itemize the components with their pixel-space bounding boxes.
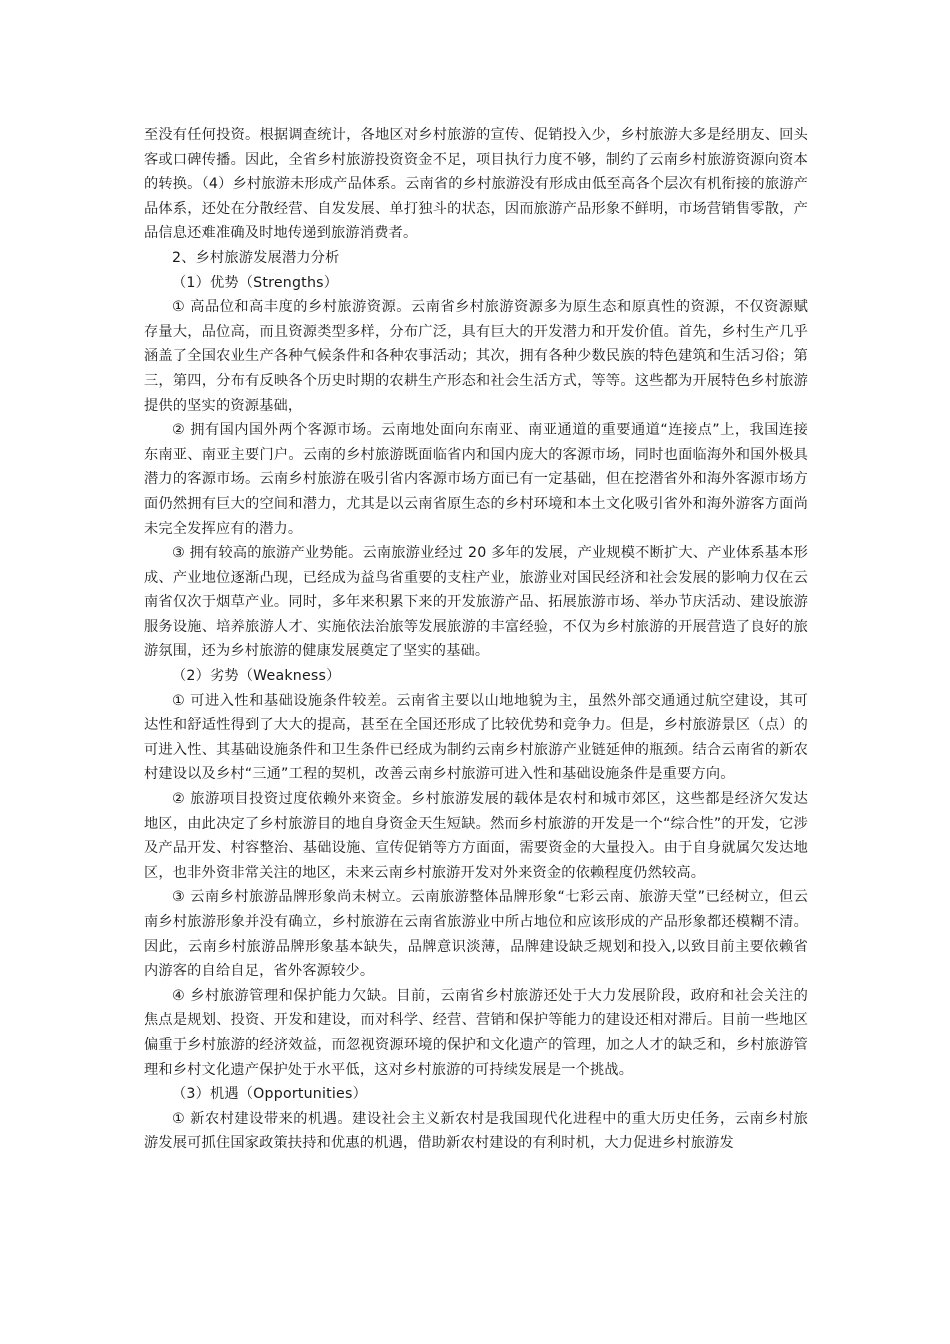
paragraph-opportunity-1: ① 新农村建设带来的机遇。建设社会主义新农村是我国现代化进程中的重大历史任务，云南乡村旅游发展可抓住国家政策扶持和优惠的机遇，借助新农村建设的有利时机，大力促进乡村旅游发 bbox=[144, 1110, 808, 1152]
subheading-opportunities: （3）机遇（Opportunities） bbox=[172, 1086, 367, 1103]
paragraph-strength-3: ③ 拥有较高的旅游产业势能。云南旅游业经过 20 多年的发展，产业规模不断扩大、产业体系基本形成、产业地位逐渐凸现，已经成为益鸟省重要的支柱产业，旅游业对国民经济和社会发展的影响力仅在云南省仅次于烟草产业。同时，多年来积累下来的开发旅游产品、拓展旅游市场、举办节庆活动、建设旅游服务设施、培养旅游人才、实施依法治旅等发展旅游的丰富经验，不仅为乡村旅游的开展营造了良好的旅游氛围，还为乡村旅游的健康发展奠定了坚实的基础。 bbox=[144, 545, 808, 660]
paragraph-weakness-2: ② 旅游项目投资过度依赖外来资金。乡村旅游发展的载体是农村和城市郊区，这些都是经济欠发达地区，由此决定了乡村旅游目的地自身资金天生短缺。然而乡村旅游的开发是一个“综合性”的开发，它涉及产品开发、村容整治、基础设施、宣传促销等方方面面，需要资金的大量投入。由于自身就属欠发达地区，也非外资非常关注的地区，未来云南乡村旅游开发对外来资金的依赖程度仍然较高。 bbox=[144, 791, 808, 881]
paragraph-strength-1: ① 高品位和高丰度的乡村旅游资源。云南省乡村旅游资源多为原生态和原真性的资源，不仅资源赋存量大，品位高，而且资源类型多样，分布广泛，具有巨大的开发潜力和开发价值。首先，乡村生产几乎涵盖了全国农业生产各种气候条件和各种农事活动；其次，拥有各种少数民族的特色建筑和生活习俗；第三，第四，分布有反映各个历史时期的农耕生产形态和社会生活方式，等等。这些都为开展特色乡村旅游提供的坚实的资源基础， bbox=[144, 299, 808, 414]
paragraph-intro-continuation: 至没有任何投资。根据调查统计，各地区对乡村旅游的宣传、促销投入少，乡村旅游大多是经朋友、回头客或口碑传播。因此，全省乡村旅游投资资金不足，项目执行力度不够，制约了云南乡村旅游资源向资本的转换。（4）乡村旅游未形成产品体系。云南省的乡村旅游没有形成由低至高各个层次有机衔接的旅游产品体系，还处在分散经营、自发发展、单打独斗的状态，因而旅游产品形象不鲜明，市场营销售零散，产品信息还难准确及时地传递到旅游消费者。 bbox=[144, 127, 808, 242]
paragraph-weakness-4: ④ 乡村旅游管理和保护能力欠缺。目前，云南省乡村旅游还处于大力发展阶段，政府和社会关注的焦点是规划、投资、开发和建设，而对科学、经营、营销和保护等能力的建设还相对滞后。目前一些地区偏重于乡村旅游的经济效益，而忽视资源环境的保护和文化遗产的管理，加之人才的缺乏和，乡村旅游管理和乡村文化遗产保护处于水平低，这对乡村旅游的可持续发展是一个挑战。 bbox=[144, 987, 808, 1078]
section-heading-potential-analysis: 2、乡村旅游发展潜力分析 bbox=[172, 249, 340, 266]
paragraph-weakness-1: ① 可进入性和基础设施条件较差。云南省主要以山地地貌为主，虽然外部交通通过航空建设，其可达性和舒适性得到了大大的提高，甚至在全国还形成了比较优势和竞争力。但是，乡村旅游景区（点）的可进入性、其基础设施条件和卫生条件已经成为制约云南乡村旅游产业链延伸的瓶颈。结合云南省的新农村建设以及乡村“三通”工程的契机，改善云南乡村旅游可进入性和基础设施条件是重要方向。 bbox=[144, 692, 808, 783]
document-page bbox=[144, 123, 808, 1156]
paragraph-strength-2: ② 拥有国内国外两个客源市场。云南地处面向东南亚、南亚通道的重要通道“连接点”上，我国连接东南亚、南亚主要门户。云南的乡村旅游既面临省内和国内庞大的客源市场，同时也面临海外和国外极具潜力的客源市场。云南乡村旅游在吸引省内客源市场方面已有一定基础，但在挖潜省外和海外客源市场方面仍然拥有巨大的空间和潜力，尤其是以云南省原生态的乡村环境和本土文化吸引省外和海外游客方面尚未完全发挥应有的潜力。 bbox=[144, 422, 808, 537]
subheading-weakness: （2）劣势（Weakness） bbox=[172, 668, 341, 685]
paragraph-weakness-3: ③ 云南乡村旅游品牌形象尚未树立。云南旅游整体品牌形象“七彩云南、旅游天堂”已经树立，但云南乡村旅游形象并没有确立，乡村旅游在云南省旅游业中所占地位和应该形成的产品形象都还模糊不清。因此，云南乡村旅游品牌形象基本缺失，品牌意识淡薄，品牌建设缺乏规划和投入,以致目前主要依赖省内游客的自给自足，省外客源较少。 bbox=[144, 889, 808, 980]
subheading-strengths: （1）优势（Strengths） bbox=[172, 274, 339, 291]
